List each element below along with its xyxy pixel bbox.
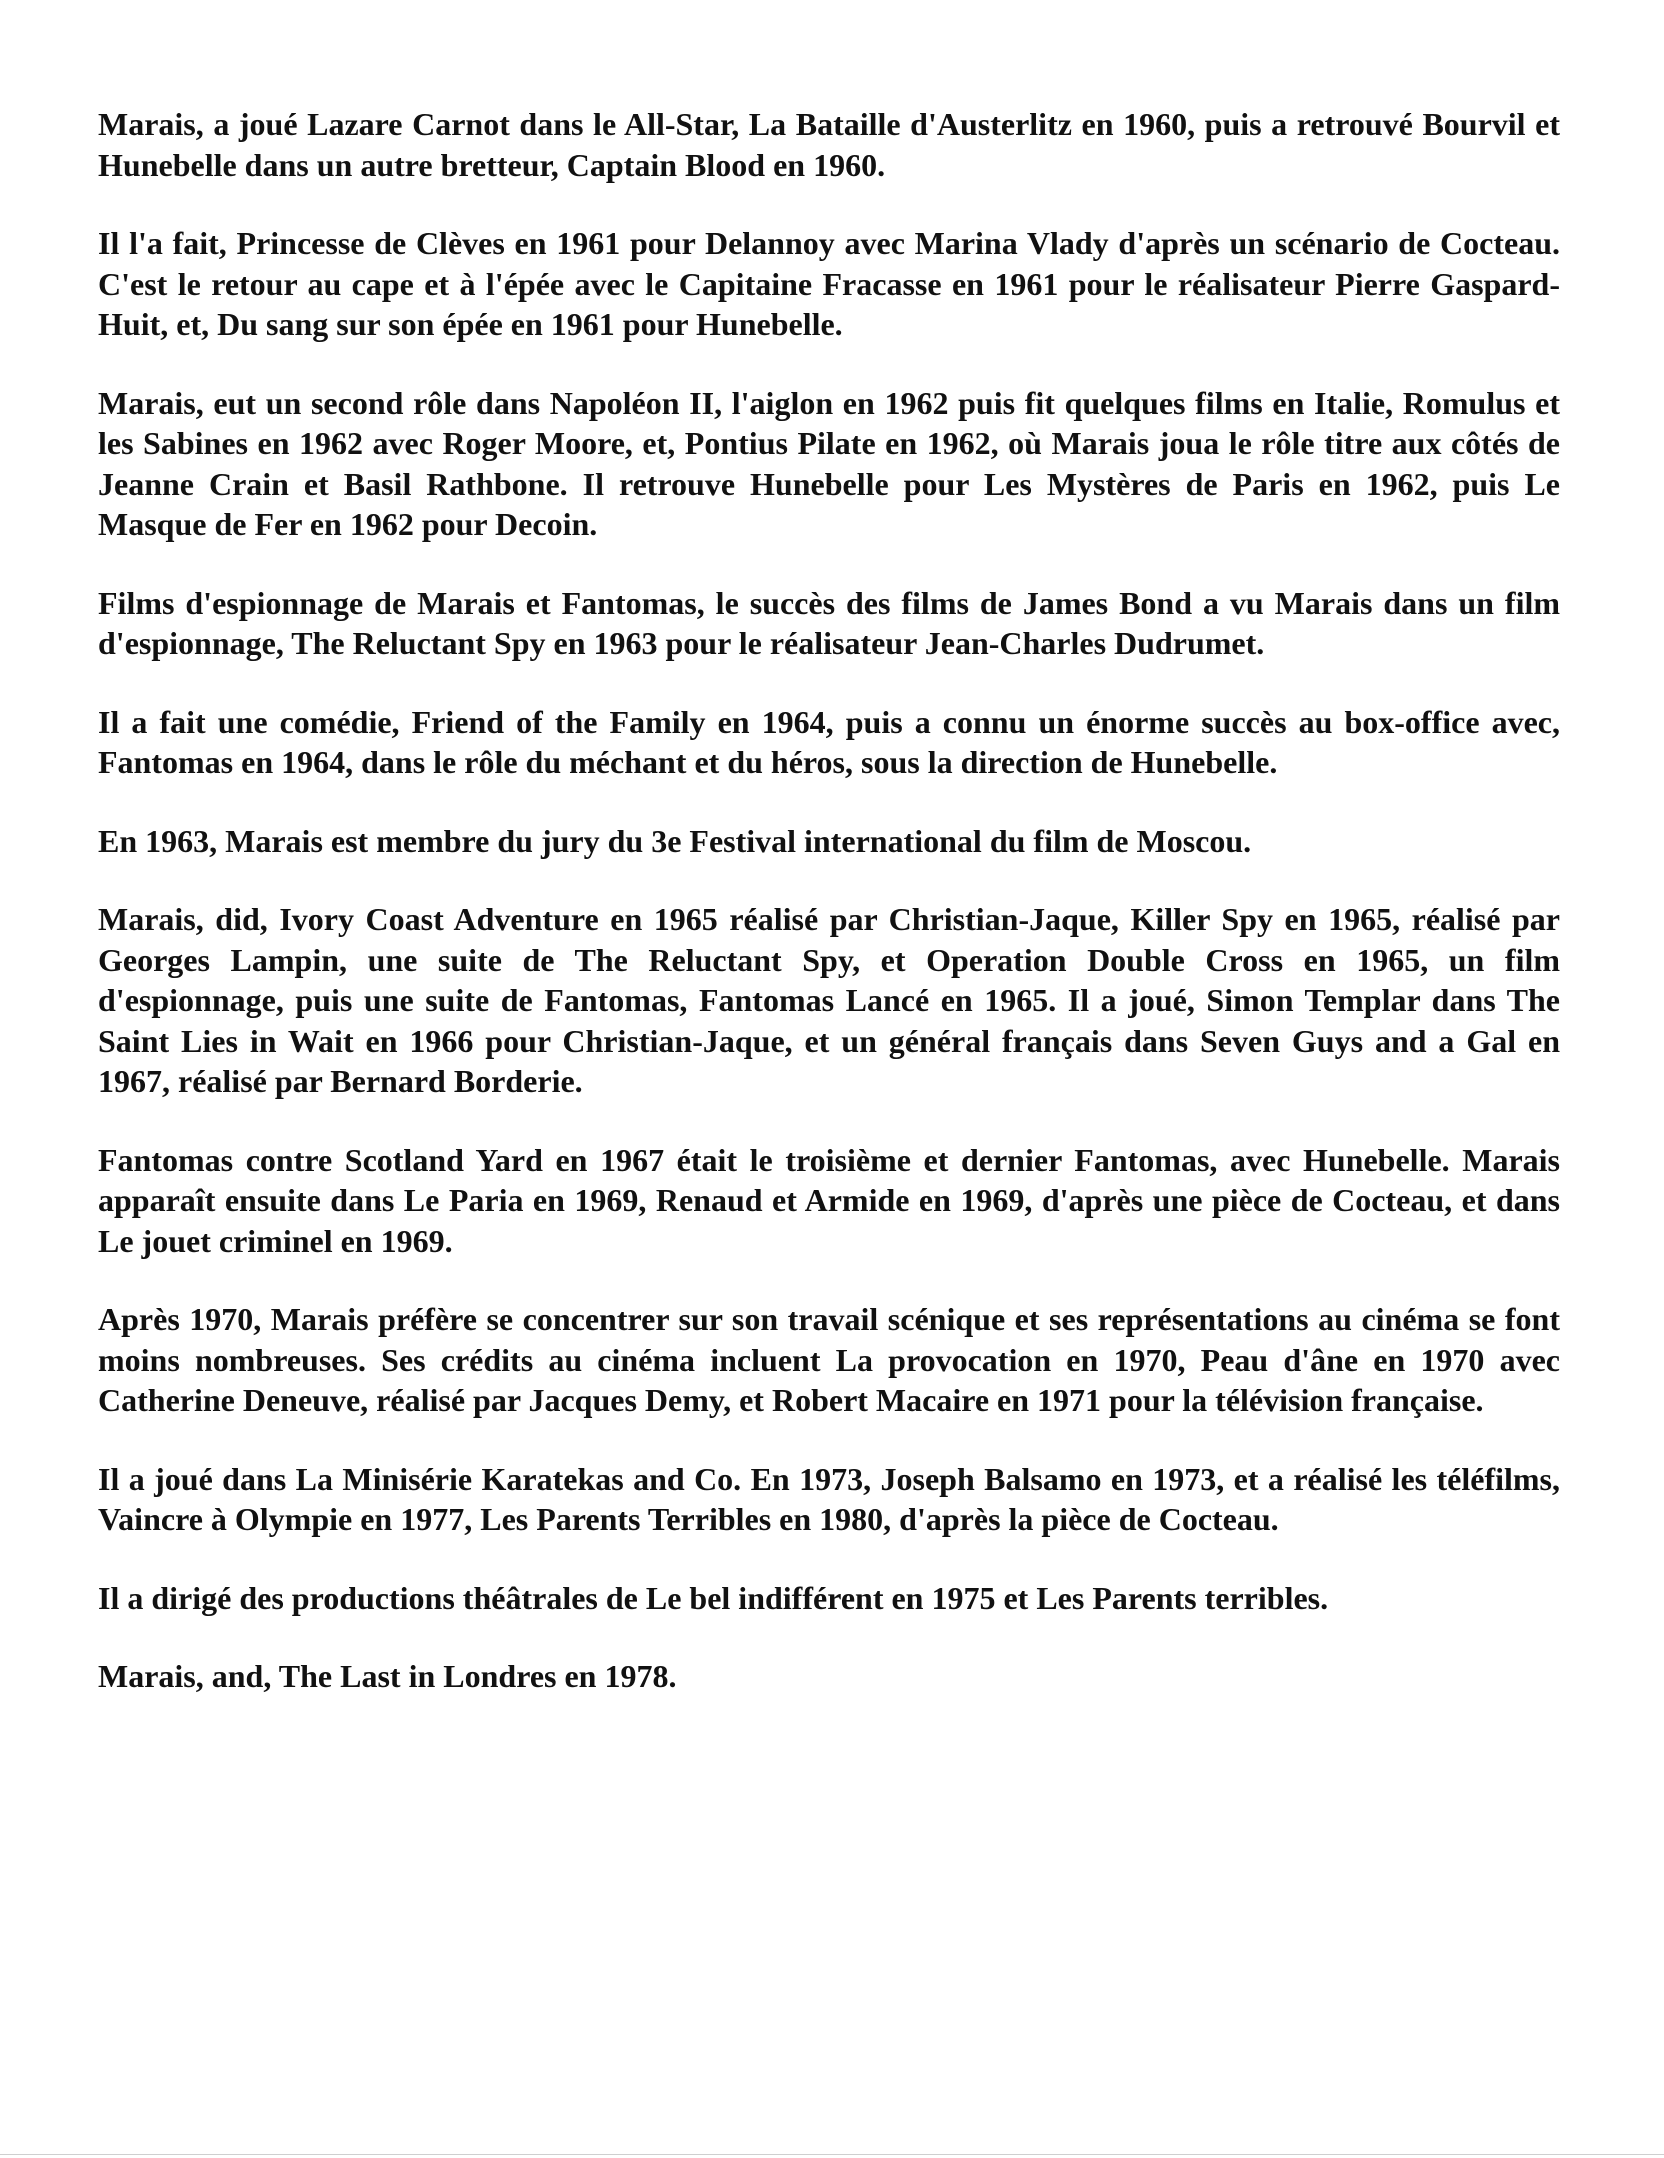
paragraph-12: Marais, and, The Last in Londres en 1978. (98, 1658, 677, 1694)
paragraph-11: Il a dirigé des productions théâtrales de Le bel indifférent en 1975 et Les Parents terribles. (98, 1579, 1329, 1616)
paragraph-10: Il a joué dans La Minisérie Karatekas and Co. En 1973, Joseph Balsamo en 1973, et a réalisé les téléfilms, Vaincre à Olympie en 1977, Les Parents Terribles en 1980, d'après la pièce de Cocteau. (98, 1460, 1560, 1537)
page-bottom-edge (0, 2154, 1664, 2155)
paragraph-9: Après 1970, Marais préfère se concentrer sur son travail scénique et ses représentations au cinéma se font moins nombreuses. Ses crédits au cinéma incluent La provocation en 1970, Peau d'âne en 1970 avec Catherine Deneuve, réalisé par Jacques Demy, et Robert Macaire en 1971 pour la télévision française. (98, 1301, 1560, 1418)
paragraph-6: En 1963, Marais est membre du jury du 3e Festival international du film de Moscou. (98, 822, 1252, 859)
paragraph-5: Il a fait une comédie, Friend of the Family en 1964, puis a connu un énorme succès au box-office avec, Fantomas en 1964, dans le rôle du méchant et du héros, sous la direction de Hunebelle. (98, 703, 1560, 780)
paragraph-4: Films d'espionnage de Marais et Fantomas, le succès des films de James Bond a vu Marais dans un film d'espionnage, The Reluctant Spy en 1963 pour le réalisateur Jean-Charles Dudrumet. (98, 584, 1560, 661)
paragraph-2: Il l'a fait, Princesse de Clèves en 1961 pour Delannoy avec Marina Vlady d'après un scénario de Cocteau. C'est le retour au cape et à l'épée avec le Capitaine Fracasse en 1961 pour le réalisateur Pierre Gaspard-Huit, et, Du sang sur son épée en 1961 pour Hunebelle. (98, 225, 1560, 342)
text-column (98, 104, 1560, 1735)
paragraph-3: Marais, eut un second rôle dans Napoléon II, l'aiglon en 1962 puis fit quelques films en Italie, Romulus et les Sabines en 1962 avec Roger Moore, et, Pontius Pilate en 1962, où Marais joua le rôle titre aux côtés de Jeanne Crain et Basil Rathbone. Il retrouve Hunebelle pour Les Mystères de Paris en 1962, puis Le Masque de Fer en 1962 pour Decoin. (98, 384, 1560, 542)
paragraph-1: Marais, a joué Lazare Carnot dans le All-Star, La Bataille d'Austerlitz en 1960, puis a retrouvé Bourvil et Hunebelle dans un autre bretteur, Captain Blood en 1960. (98, 106, 1560, 183)
paragraph-8: Fantomas contre Scotland Yard en 1967 était le troisième et dernier Fantomas, avec Hunebelle. Marais apparaît ensuite dans Le Paria en 1969, Renaud et Armide en 1969, d'après une pièce de Cocteau, et dans Le jouet criminel en 1969. (98, 1141, 1560, 1259)
paragraph-7: Marais, did, Ivory Coast Adventure en 1965 réalisé par Christian-Jaque, Killer Spy en 1965, réalisé par Georges Lampin, une suite de The Reluctant Spy, et Operation Double Cross en 1965, un film d'espionnage, puis une suite de Fantomas, Fantomas Lancé en 1965. Il a joué, Simon Templar dans The Saint Lies in Wait en 1966 pour Christian-Jaque, et un général français dans Seven Guys and a Gal en 1967, réalisé par Bernard Borderie. (98, 901, 1560, 1099)
